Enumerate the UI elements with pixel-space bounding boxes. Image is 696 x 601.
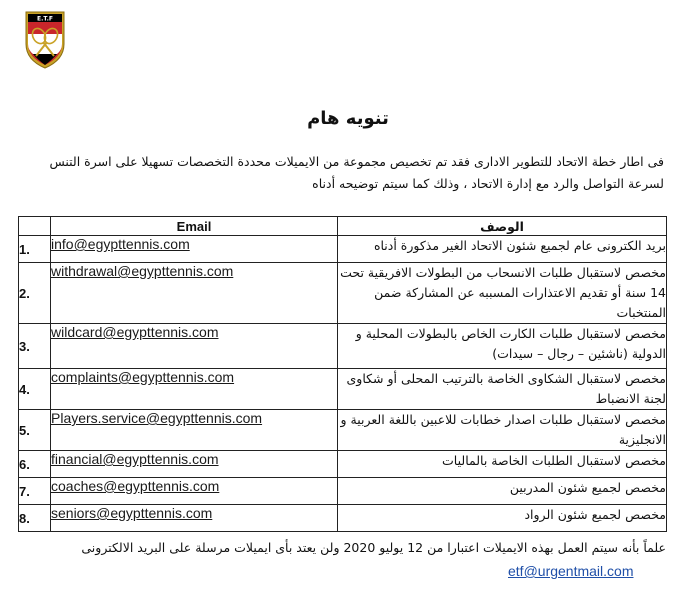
- intro-paragraph: فى اطار خطة الاتحاد للتطوير الادارى فقد تم تخصيص مجموعة من الايميلات محددة التخصصات تسهيلا على اسرة التنس لسرعة التواصل والرد مع إدارة الاتحاد ، وذلك كما سيتم توضيحه أدناه: [49, 154, 664, 191]
- row-description: مخصص لاستقبال الطلبات الخاصة بالماليات: [338, 451, 667, 478]
- email-header: Email: [51, 217, 338, 236]
- row-number: 2.: [19, 263, 51, 324]
- row-number: 4.: [19, 369, 51, 410]
- email-link[interactable]: withdrawal@egypttennis.com: [51, 263, 234, 279]
- etf-logo: [24, 10, 66, 70]
- email-link[interactable]: Players.service@egypttennis.com: [51, 410, 263, 426]
- footer-email-link[interactable]: etf@urgentmail.com: [508, 563, 634, 579]
- desc-header: الوصف: [338, 217, 667, 236]
- table-row: [19, 410, 667, 451]
- table-row: [19, 263, 667, 324]
- page-title: تنويه هام: [307, 108, 389, 129]
- row-description: مخصص لاستقبال الشكاوى الخاصة بالترتيب المحلى أو شكاوى لجنة الانضباط: [338, 369, 667, 410]
- email-link[interactable]: info@egypttennis.com: [51, 236, 190, 252]
- table-header-row: [19, 217, 667, 236]
- footer-note: علماً بأنه سيتم العمل بهذه الايميلات اعتبارا من 12 يوليو 2020 ولن يعتد بأى ايميلات مرسلة على البريد الالكترونى: [81, 540, 666, 555]
- email-link[interactable]: complaints@egypttennis.com: [51, 369, 235, 385]
- row-number: 6.: [19, 451, 51, 478]
- email-table: [18, 216, 667, 532]
- email-link[interactable]: wildcard@egypttennis.com: [51, 324, 219, 340]
- table-row: [19, 451, 667, 478]
- row-description: بريد الكترونى عام لجميع شئون الاتحاد الغير مذكورة أدناه: [338, 236, 667, 263]
- num-header: [19, 217, 51, 236]
- row-number: 7.: [19, 478, 51, 505]
- table-row: [19, 478, 667, 505]
- email-link[interactable]: financial@egypttennis.com: [51, 451, 219, 467]
- row-description: مخصص لاستقبال طلبات الكارت الخاص بالبطولات المحلية و الدولية (ناشئين – رجال – سيدات): [338, 324, 667, 369]
- row-description: مخصص لجميع شئون المدربين: [338, 478, 667, 505]
- email-link[interactable]: seniors@egypttennis.com: [51, 505, 213, 521]
- row-number: 5.: [19, 410, 51, 451]
- row-description: مخصص لجميع شئون الرواد: [338, 505, 667, 532]
- table-row: [19, 505, 667, 532]
- row-description: مخصص لاستقبال طلبات الانسحاب من البطولات الافريقية تحت 14 سنة أو تقديم الاعتذارات المسببه عن المشاركة ضمن المنتخبات: [338, 263, 667, 324]
- row-description: مخصص لاستقبال طلبات اصدار خطابات للاعبين باللغة العربية و الانجليزية: [338, 410, 667, 451]
- row-number: 3.: [19, 324, 51, 369]
- row-number: 8.: [19, 505, 51, 532]
- table-row: [19, 324, 667, 369]
- table-row: [19, 236, 667, 263]
- table-row: [19, 369, 667, 410]
- email-link[interactable]: coaches@egypttennis.com: [51, 478, 220, 494]
- row-number: 1.: [19, 236, 51, 263]
- svg-text:E.T.F: E.T.F: [37, 15, 53, 23]
